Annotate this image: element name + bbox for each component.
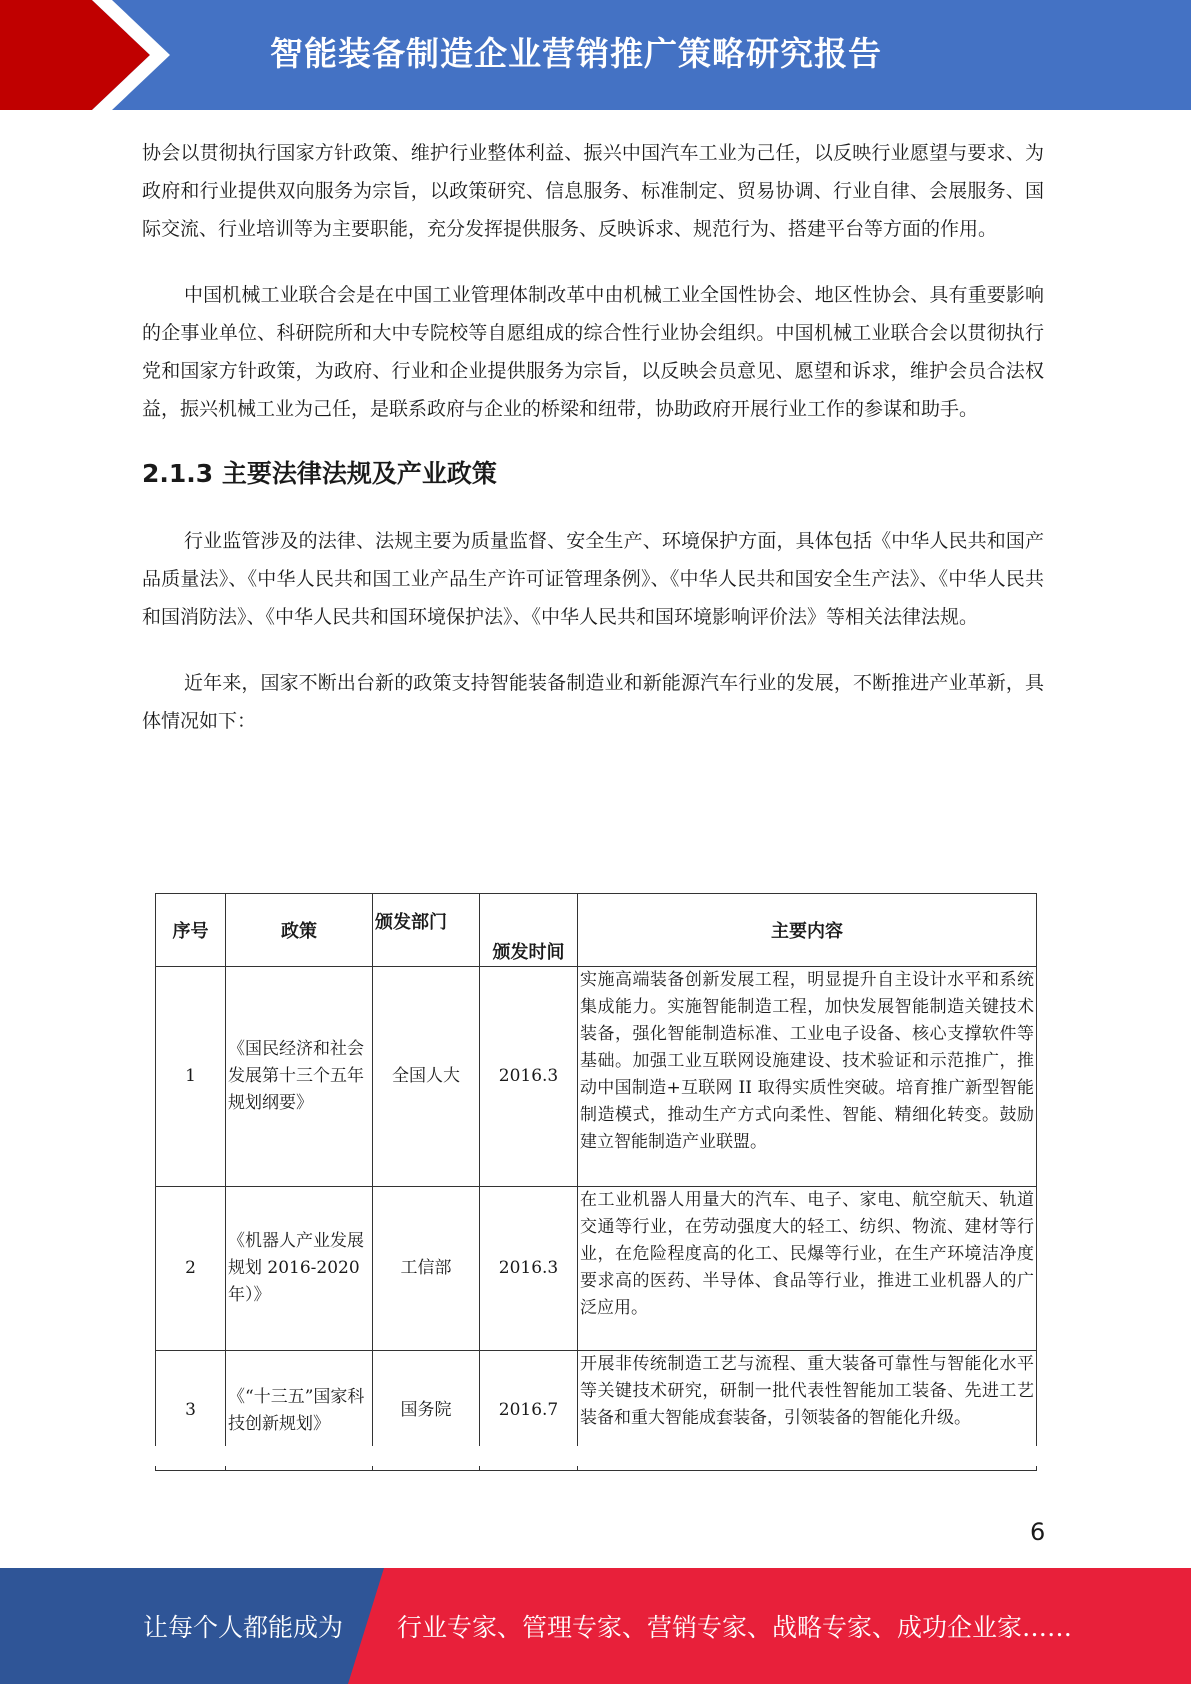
footer-slogan-left: 让每个人都能成为 bbox=[143, 1613, 344, 1642]
cell-dept: 全国人大 bbox=[373, 967, 480, 1187]
cell-no: 2 bbox=[156, 1187, 226, 1351]
cell-date: 2016.7 bbox=[480, 1351, 578, 1471]
paragraph-association-role: 协会以贯彻执行国家方针政策、维护行业整体利益、振兴中国汽车工业为己任，以反映行业愿望与要求、为政府和行业提供双向服务为宗旨，以政策研究、信息服务、标准制定、贸易协调、行业自律、会展服务、国际交流、行业培训等为主要职能，充分发挥提供服务、反映诉求、规范行为、搭建平台等方面的作用。 bbox=[142, 142, 1044, 240]
section-heading: 2.1.3 主要法律法规及产业政策 bbox=[142, 459, 497, 488]
table-continuation-mask bbox=[150, 1446, 1042, 1466]
policy-table bbox=[155, 893, 1037, 1471]
table-header-row bbox=[156, 894, 1037, 967]
footer-slogan-right: 行业专家、管理专家、营销专家、战略专家、成功企业家…… bbox=[397, 1613, 1073, 1642]
header-policy: 政策 bbox=[226, 894, 373, 967]
cell-content: 在工业机器人用量大的汽车、电子、家电、航空航天、轨道交通等行业，在劳动强度大的轻工、纺织、物流、建材等行业，在危险程度高的化工、民爆等行业，在生产环境洁净度要求高的医药、半导体、食品等行业，推进工业机器人的广泛应用。 bbox=[578, 1187, 1037, 1351]
header-date: 颁发时间 bbox=[480, 894, 578, 967]
cell-no: 1 bbox=[156, 967, 226, 1187]
header-no: 序号 bbox=[156, 894, 226, 967]
header-dept: 颁发部门 bbox=[373, 894, 480, 967]
cell-date: 2016.3 bbox=[480, 967, 578, 1187]
cell-dept: 工信部 bbox=[373, 1187, 480, 1351]
cell-policy: 《“十三五”国家科技创新规划》 bbox=[226, 1351, 373, 1471]
table-row bbox=[156, 967, 1037, 1187]
cell-content: 开展非传统制造工艺与流程、重大装备可靠性与智能化水平等关键技术研究，研制一批代表性智能加工装备、先进工艺装备和重大智能成套装备，引领装备的智能化升级。 bbox=[578, 1351, 1037, 1471]
cell-policy: 《机器人产业发展规划 2016-2020 年）》 bbox=[226, 1187, 373, 1351]
document-body bbox=[142, 134, 1044, 768]
page-header bbox=[0, 0, 1191, 110]
cell-content: 实施高端装备创新发展工程，明显提升自主设计水平和系统集成能力。实施智能制造工程，加快发展智能制造关键技术装备，强化智能制造标准、工业电子设备、核心支撑软件等基础。加强工业互联网设施建设、技术验证和示范推广，推动中国制造+互联网 II 取得实质性突破。培育推广新型智能制造模式，推动生产方式向柔性、智能、精细化转变。鼓励建立智能制造产业联盟。 bbox=[578, 967, 1037, 1187]
cell-dept: 国务院 bbox=[373, 1351, 480, 1471]
paragraph-regulations: 行业监管涉及的法律、法规主要为质量监督、安全生产、环境保护方面，具体包括《中华人民共和国产品质量法》、《中华人民共和国工业产品生产许可证管理条例》、《中华人民共和国安全生产法》、《中华人民共和国消防法》、《中华人民共和国环境保护法》、《中华人民共和国环境影响评价法》等相关法律法规。 bbox=[142, 530, 1044, 628]
report-title: 智能装备制造企业营销推广策略研究报告 bbox=[270, 34, 882, 73]
cell-date: 2016.3 bbox=[480, 1187, 578, 1351]
cell-no: 3 bbox=[156, 1351, 226, 1471]
header-content: 主要内容 bbox=[578, 894, 1037, 967]
table-row bbox=[156, 1187, 1037, 1351]
paragraph-machinery-federation: 中国机械工业联合会是在中国工业管理体制改革中由机械工业全国性协会、地区性协会、具有重要影响的企事业单位、科研院所和大中专院校等自愿组成的综合性行业协会组织。中国机械工业联合会以贯彻执行党和国家方针政策，为政府、行业和企业提供服务为宗旨，以反映会员意见、愿望和诉求，维护会员合法权益，振兴机械工业为己任，是联系政府与企业的桥梁和纽带，协助政府开展行业工作的参谋和助手。 bbox=[142, 284, 1044, 420]
paragraph-policy-intro: 近年来，国家不断出台新的政策支持智能装备制造业和新能源汽车行业的发展，不断推进产业革新，具体情况如下： bbox=[142, 672, 1044, 732]
cell-policy: 《国民经济和社会发展第十三个五年规划纲要》 bbox=[226, 967, 373, 1187]
page-footer bbox=[0, 1568, 1191, 1684]
page-number: 6 bbox=[1030, 1518, 1046, 1546]
